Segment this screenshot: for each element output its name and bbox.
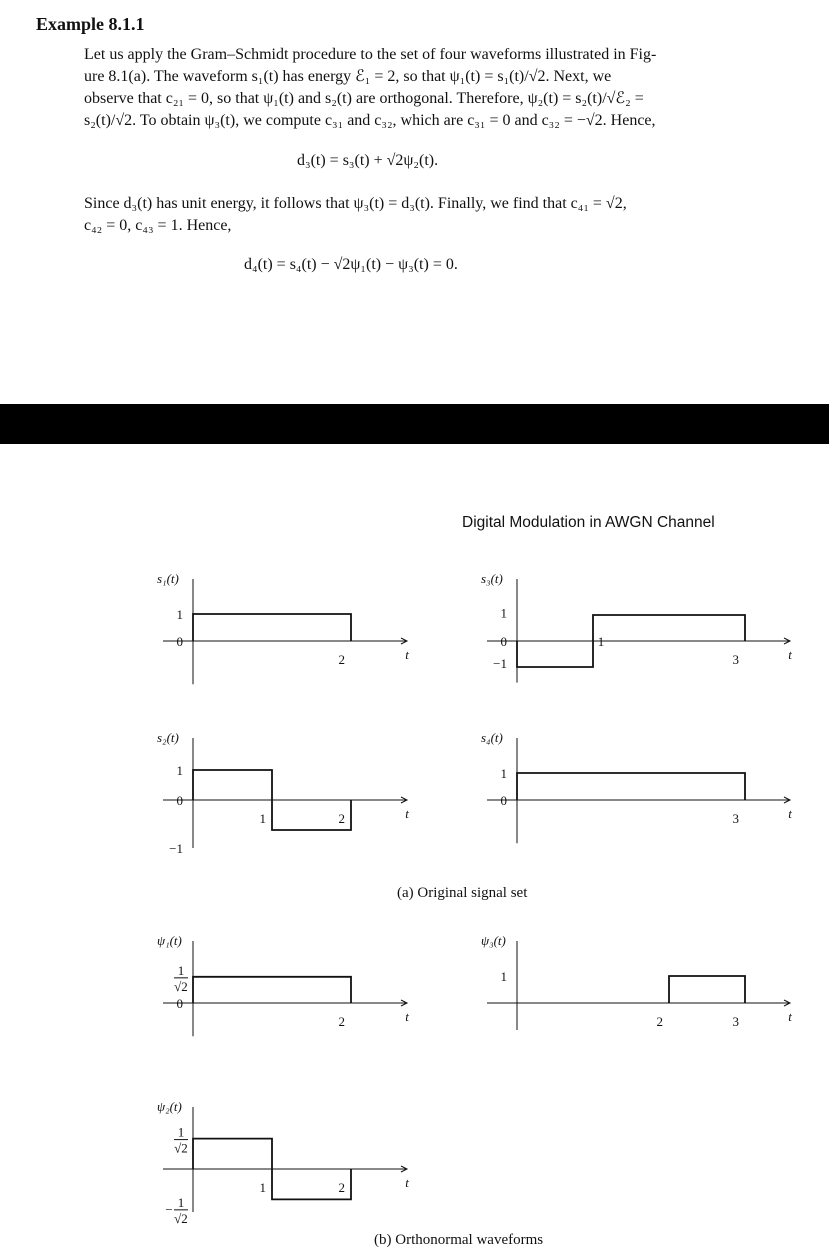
s4-xtick-3: 3 xyxy=(732,811,739,826)
equation-d4: d₄(t) = s₄(t) − √2ψ₁(t) − ψ₃(t) = 0. xyxy=(244,256,458,273)
caption-a: (a) Original signal set xyxy=(397,885,528,901)
psi1-ytick-num: 1 xyxy=(177,962,185,978)
paragraph2-line-1: Since d₃(t) has unit energy, it follows that ψ₃(t) = d₃(t). Finally, we find that c₄₁ = √2, xyxy=(84,195,627,212)
psi2-ylabel: ψ₂(t) xyxy=(157,1099,182,1114)
s3-ytick-0: 0 xyxy=(500,634,507,649)
caption-b: (b) Orthonormal waveforms xyxy=(374,1232,544,1248)
psi1-ylabel: ψ₁(t) xyxy=(157,933,182,948)
psi2-xtick-2: 2 xyxy=(338,1180,345,1195)
s3-ytick-neg1: −1 xyxy=(493,656,507,672)
psi1-xtick-2: 2 xyxy=(338,1014,345,1029)
psi3-waveform xyxy=(669,976,745,1003)
psi1-ytick-0: 0 xyxy=(176,996,183,1011)
psi3-xtick-2: 2 xyxy=(656,1014,663,1029)
s4-ytick-0: 0 xyxy=(500,793,507,808)
paragraph-line-1: Let us apply the Gram–Schmidt procedure to the set of four waveforms illustrated in Fig- xyxy=(84,46,657,63)
paragraph-line-2: ure 8.1(a). The waveform s₁(t) has energy ℰ₁ = 2, so that ψ₁(t) = s₁(t)/√2. Next, we xyxy=(84,68,612,85)
s3-ylabel: s₃(t) xyxy=(481,571,503,586)
equation-d3: d₃(t) = s₃(t) + √2ψ₂(t). xyxy=(297,152,439,169)
psi1-t-label: t xyxy=(405,1009,409,1024)
psi2-ytick-num: 1 xyxy=(177,1124,185,1140)
s2-xtick-2: 2 xyxy=(338,811,345,826)
psi3-t-label: t xyxy=(788,1009,792,1024)
paragraph-line-4: s₂(t)/√2. To obtain ψ₃(t), we compute c₃₁ and c₃₂, which are c₃₁ = 0 and c₃₂ = −√2. Hence, xyxy=(84,112,656,129)
paragraph-line-3: observe that c₂₁ = 0, so that ψ₁(t) and s₂(t) are orthogonal. Therefore, ψ₂(t) = s₂(t)/√ℰ₂ = xyxy=(84,90,644,107)
psi2-ytick-neg-num: 1 xyxy=(177,1194,185,1210)
s1-ylabel: s₁(t) xyxy=(157,571,179,586)
s1-ytick-0: 0 xyxy=(176,634,183,649)
s2-t-label: t xyxy=(405,806,409,821)
psi2-ytick-den: √2 xyxy=(174,1140,188,1156)
s3-xtick-1: 1 xyxy=(597,634,605,649)
s1-ytick-1: 1 xyxy=(176,607,183,622)
s1-t-label: t xyxy=(405,647,409,662)
example-heading: Example 8.1.1 xyxy=(36,14,145,34)
psi2-t-label: t xyxy=(405,1175,409,1190)
psi3-xtick-3: 3 xyxy=(732,1014,739,1029)
s3-ytick-1: 1 xyxy=(500,605,507,621)
s4-ylabel: s₄(t) xyxy=(481,730,503,745)
s4-t-label: t xyxy=(788,806,792,821)
s2-ytick-0: 0 xyxy=(176,793,183,808)
s2-ytick-1: 1 xyxy=(176,763,183,778)
psi2-ytick-minus: − xyxy=(165,1201,173,1217)
psi3-ytick-1: 1 xyxy=(500,969,507,984)
psi2-ytick-neg-den: √2 xyxy=(174,1210,188,1226)
s4-ytick-1: 1 xyxy=(500,766,507,781)
psi2-xtick-1: 1 xyxy=(259,1180,266,1195)
s4-waveform xyxy=(517,773,745,800)
s3-xtick-3: 3 xyxy=(732,652,739,667)
psi3-ylabel: ψ₃(t) xyxy=(481,933,506,948)
paragraph2-line-2: c₄₂ = 0, c₄₃ = 1. Hence, xyxy=(84,217,232,234)
s2-xtick-1: 1 xyxy=(259,811,266,826)
s2-ylabel: s₂(t) xyxy=(157,730,179,745)
s3-t-label: t xyxy=(788,647,792,662)
s2-ytick-neg1: −1 xyxy=(169,841,183,856)
s1-xtick-2: 2 xyxy=(338,652,345,667)
psi1-ytick-den: √2 xyxy=(174,978,188,994)
psi1-waveform xyxy=(193,977,351,1003)
running-head: Digital Modulation in AWGN Channel xyxy=(462,514,715,531)
s1-waveform xyxy=(193,614,351,641)
